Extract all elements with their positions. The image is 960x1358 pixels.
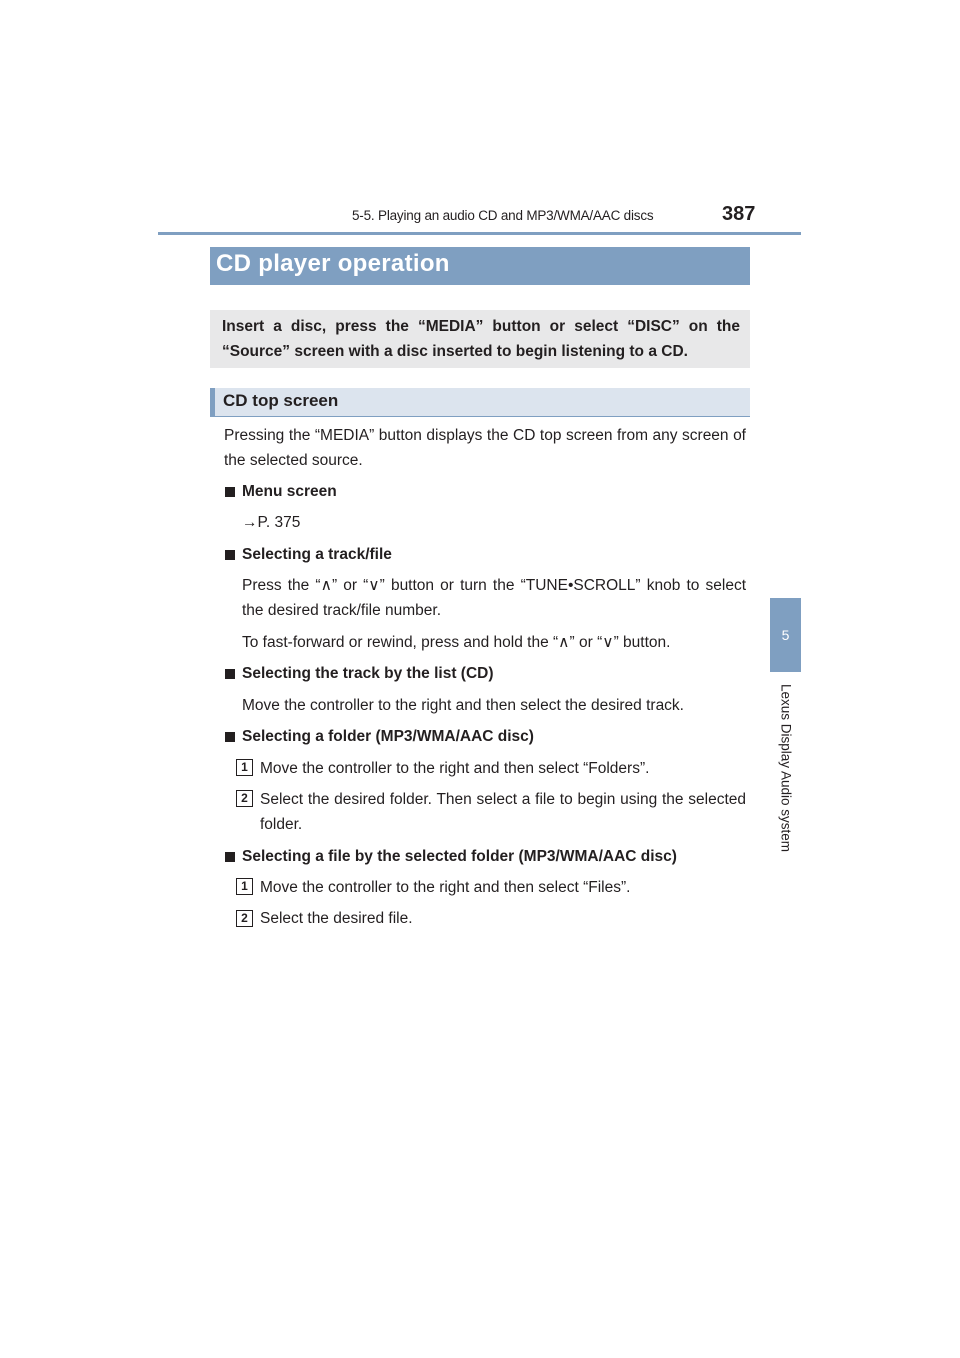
section-title-bar [210, 247, 750, 285]
bullet-square [225, 487, 235, 497]
step-number-box: 1 [236, 878, 253, 895]
folder-step-text: Move the controller to the right and then select “Folders”. [260, 760, 650, 777]
file-by-folder-heading: Selecting a file by the selected folder (MP3/WMA/AAC disc) [242, 848, 677, 865]
step-number-box: 2 [236, 910, 253, 927]
bullet-square [225, 550, 235, 560]
track-by-list-text: Move the controller to the right and then select the desired track. [242, 697, 684, 714]
subsection-title: CD top screen [223, 391, 339, 410]
bullet-square [225, 732, 235, 742]
page-number: 387 [722, 203, 756, 225]
intro-text: Insert a disc, press the “MEDIA” button or select “DISC” on the “Source” screen with a disc inserted to begin listening to a CD. [222, 318, 740, 360]
step-number-box: 2 [236, 790, 253, 807]
header-rule [158, 232, 801, 235]
bullet-square [225, 669, 235, 679]
subsection-accent [210, 388, 215, 416]
header-section-title: 5-5. Playing an audio CD and MP3/WMA/AAC discs [352, 208, 654, 223]
folder-heading: Selecting a folder (MP3/WMA/AAC disc) [242, 728, 534, 745]
selecting-track-text: Press the “∧” or “∨” button or turn the “TUNE•SCROLL” knob to select the desired track/file number. [242, 577, 746, 619]
fast-forward-text: To fast-forward or rewind, press and hold the “∧” or “∨” button. [242, 634, 671, 651]
page-reference-link[interactable]: →P. 375 [242, 514, 301, 531]
folder-step-text: Select the desired folder. Then select a file to begin using the selected folder. [260, 791, 746, 833]
intro-box [210, 310, 750, 368]
bullet-square [225, 852, 235, 862]
selecting-track-heading: Selecting a track/file [242, 546, 392, 563]
track-by-list-heading: Selecting the track by the list (CD) [242, 665, 494, 682]
chapter-label: Lexus Display Audio system [778, 683, 794, 853]
section-title: CD player operation [216, 250, 450, 277]
subsection-header [210, 388, 750, 417]
step-number-box: 1 [236, 759, 253, 776]
chapter-tab: 5 [770, 598, 801, 672]
file-step-text: Move the controller to the right and then select “Files”. [260, 879, 631, 896]
subsection-text: Pressing the “MEDIA” button displays the CD top screen from any screen of the selected source. [224, 427, 746, 469]
file-step-text: Select the desired file. [260, 910, 413, 927]
menu-screen-heading: Menu screen [242, 483, 337, 500]
